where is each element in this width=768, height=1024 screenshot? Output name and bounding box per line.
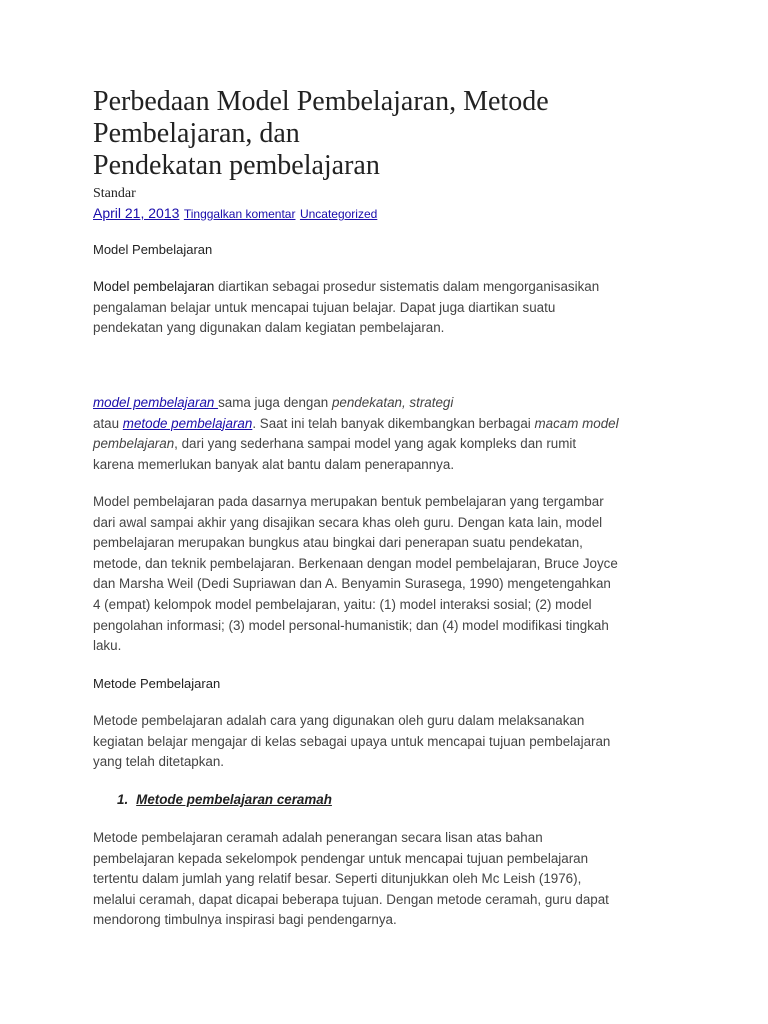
text-line: pembelajaran merupakan bungkus atau bingkai dari penerapan suatu pendekatan,: [93, 535, 583, 551]
model-pembelajaran-link[interactable]: model pembelajaran: [93, 395, 219, 410]
post-meta: [93, 203, 377, 224]
text-line: dan Marsha Weil (Dedi Supriawan dan A. Benyamin Surasega, 1990) mengetengahkan: [93, 576, 611, 592]
text-line: Metode pembelajaran adalah cara yang digunakan oleh guru dalam melaksanakan: [93, 713, 585, 728]
title-line: Pembelajaran, dan: [93, 118, 300, 149]
category-link[interactable]: Uncategorized: [299, 207, 378, 221]
paragraph-model-definition: [93, 277, 693, 339]
text-line: [93, 434, 693, 455]
section-heading-model: Model Pembelajaran: [93, 242, 213, 257]
paragraph-model-types: [93, 393, 693, 475]
paragraph-metode-definition: [93, 711, 693, 773]
post-format-label: Standar: [93, 186, 136, 201]
post-date-link[interactable]: April 21, 2013: [93, 205, 180, 221]
text-line: yang telah ditetapkan.: [93, 754, 225, 770]
text-line: [93, 277, 693, 298]
text-line: mendorong timbulnya inspirasi bagi pendengarnya.: [93, 912, 397, 928]
text-line: tertentu dalam jumlah yang relatif besar. Seperti ditunjukkan oleh Mc Leish (1976),: [93, 871, 582, 887]
text-line: [93, 393, 693, 414]
text-segment: , dari yang sederhana sampai model yang agak kompleks dan rumit: [174, 436, 577, 452]
text-line: melalui ceramah, dapat dicapai beberapa tujuan. Dengan metode ceramah, guru dapat: [93, 891, 609, 907]
title-line: Perbedaan Model Pembelajaran, Metode: [93, 86, 549, 117]
text-line: kegiatan belajar mengajar di kelas sebagai upaya untuk mencapai tujuan pembelajaran: [93, 733, 611, 749]
text-line: pengalaman belajar untuk mencapai tujuan belajar. Dapat juga diartikan suatu: [93, 299, 556, 315]
text-segment: diartikan sebagai prosedur sistematis dalam mengorganisasikan: [214, 279, 600, 294]
text-line: laku.: [93, 638, 122, 654]
comment-link[interactable]: Tinggalkan komentar: [183, 207, 296, 221]
text-line: pendekatan yang digunakan dalam kegiatan pembelajaran.: [93, 320, 445, 336]
text-segment: atau: [93, 415, 123, 431]
article-title: [93, 86, 693, 182]
list-number: 1.: [117, 792, 129, 807]
text-line: metode, dan teknik pembelajaran. Berkenaan dengan model pembelajaran, Bruce Joyce: [93, 555, 618, 571]
list-item: [117, 790, 332, 810]
text-line: Model pembelajaran pada dasarnya merupakan bentuk pembelajaran yang tergambar: [93, 494, 604, 509]
title-line: Pendekatan pembelajaran: [93, 150, 380, 181]
text-line: pembelajaran kepada sekelompok pendengar untuk mencapai tujuan pembelajaran: [93, 850, 589, 866]
text-segment: . Saat ini telah banyak dikembangkan berbagai: [252, 415, 535, 431]
text-line: karena memerlukan banyak alat bantu dalam penerapannya.: [93, 456, 455, 472]
emphasis-text: pendekatan, strategi: [331, 395, 454, 410]
text-line: pengolahan informasi; (3) model personal-humanistik; dan (4) model modifikasi tingkah: [93, 617, 609, 633]
emphasis-text: macam model: [534, 415, 619, 431]
text-line: 4 (empat) kelompok model pembelajaran, yaitu: (1) model interaksi sosial; (2) model: [93, 596, 592, 612]
metode-pembelajaran-link[interactable]: metode pembelajaran: [122, 415, 253, 431]
text-segment: sama juga dengan: [218, 395, 332, 410]
paragraph-ceramah: [93, 828, 693, 931]
text-line: [93, 414, 693, 435]
list-item-text: Metode pembelajaran ceramah: [136, 792, 332, 807]
text-line: dari awal sampai akhir yang disajikan secara khas oleh guru. Dengan kata lain, model: [93, 514, 603, 530]
emphasis-text: pembelajaran: [93, 436, 175, 452]
section-heading-metode: Metode Pembelajaran: [93, 676, 221, 691]
paragraph-model-basics: [93, 492, 693, 657]
text-line: Metode pembelajaran ceramah adalah penerangan secara lisan atas bahan: [93, 830, 543, 845]
term-text: Model pembelajaran: [93, 279, 215, 294]
